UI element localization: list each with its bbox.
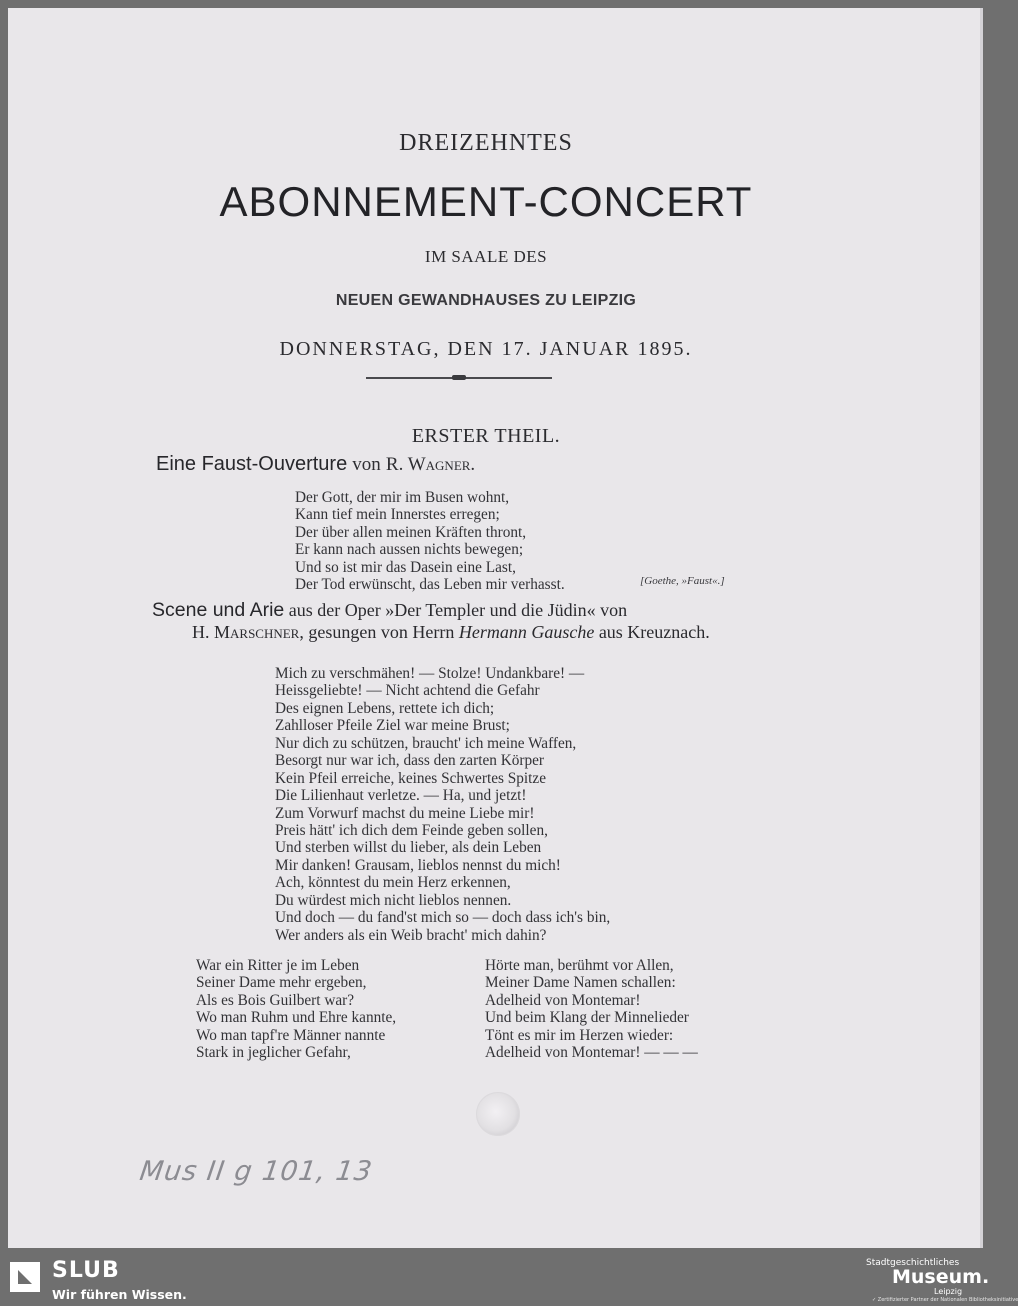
concert-title: ABONNEMENT-CONCERT bbox=[219, 178, 753, 225]
library-name[interactable]: SLUB bbox=[52, 1258, 120, 1283]
verse-line: Nur dich zu schützen, braucht' ich meine Waffen, bbox=[275, 734, 577, 752]
verse-line: Hörte man, berühmt vor Allen, bbox=[485, 957, 674, 974]
verse-line: Und doch — du fand'st mich so — doch dass ich's bin, bbox=[275, 909, 611, 927]
library-stamp bbox=[476, 1092, 520, 1136]
part-heading: ERSTER THEIL. bbox=[411, 425, 561, 447]
museum-name[interactable]: Museum. bbox=[892, 1266, 990, 1288]
piece2-title: Scene und Arie bbox=[152, 599, 285, 621]
venue-prefix: IM SAALE DES bbox=[424, 247, 548, 266]
piece2-composer: H. Marschner, bbox=[192, 622, 304, 642]
concert-ordinal: DREIZEHNTES bbox=[399, 130, 573, 156]
verse-line: Wer anders als ein Weib bracht' mich dahin? bbox=[275, 926, 547, 944]
library-tagline: Wir führen Wissen. bbox=[52, 1287, 187, 1302]
verse-line: Und sterben willst du lieber, als dein Leben bbox=[275, 839, 542, 857]
verse-line: Er kann nach aussen nichts bewegen; bbox=[295, 541, 524, 559]
verse-line: Heissgeliebte! — Nicht achtend die Gefahr bbox=[275, 682, 540, 700]
divider-ornament bbox=[452, 375, 466, 380]
museum-partner-note: ✓ Zertifizierter Partner der Nationalen Bibliotheksinitiative bbox=[872, 1297, 1018, 1303]
verse-line: Tönt es mir im Herzen wieder: bbox=[485, 1026, 674, 1044]
concert-date: DONNERSTAG, DEN 17. JANUAR 1895. bbox=[279, 338, 693, 360]
aria-verse-right bbox=[485, 957, 698, 1062]
piece2-singer: Hermann Gausche bbox=[458, 622, 595, 642]
verse-line: Wo man tapf're Männer nannte bbox=[196, 1026, 386, 1044]
handwritten-shelfmark: Mus II g 101, 13 bbox=[137, 1156, 375, 1187]
piece2-opera: aus der Oper »Der Templer und die Jüdin« von bbox=[288, 600, 628, 620]
verse-line: Adelheid von Montemar! bbox=[485, 991, 641, 1009]
verse-line: Mir danken! Grausam, lieblos nennst du mich! bbox=[275, 856, 561, 874]
piece2-origin: aus Kreuznach. bbox=[598, 622, 710, 642]
verse-line: Besorgt nur war ich, dass den zarten Körper bbox=[275, 752, 545, 770]
verse-line: Der Gott, der mir im Busen wohnt, bbox=[295, 489, 510, 506]
faust-verse bbox=[295, 489, 565, 594]
recitative-verse bbox=[275, 665, 610, 944]
piece1-by: von bbox=[352, 454, 381, 475]
museum-city: Leipzig bbox=[934, 1287, 963, 1296]
verse-line: Seiner Dame mehr ergeben, bbox=[196, 974, 367, 992]
aria-verse-left bbox=[196, 957, 396, 1062]
piece1-title: Eine Faust-Ouverture bbox=[156, 453, 348, 475]
verse-line: Adelheid von Montemar! — — — bbox=[485, 1044, 698, 1062]
verse-line: Kein Pfeil erreiche, keines Schwertes Spitze bbox=[275, 769, 546, 787]
verse-line: Die Lilienhaut verletze. — Ha, und jetzt! bbox=[275, 787, 527, 805]
piece1-heading bbox=[156, 453, 475, 476]
piece1-composer: R. Wagner. bbox=[385, 454, 476, 475]
verse-line: Zahlloser Pfeile Ziel war meine Brust; bbox=[275, 717, 510, 735]
verse-line: Der über allen meinen Kräften thront, bbox=[295, 523, 527, 541]
verse-line: Des eignen Lebens, rettete ich dich; bbox=[275, 699, 495, 717]
verse-line: Du würdest mich nicht lieblos nennen. bbox=[275, 891, 512, 909]
verse-line: Wo man Ruhm und Ehre kannte, bbox=[196, 1009, 397, 1027]
piece2-heading-line2 bbox=[192, 622, 710, 643]
verse-line: Kann tief mein Innerstes erregen; bbox=[295, 506, 500, 524]
slub-logo-icon bbox=[10, 1262, 40, 1292]
verse-citation: [Goethe, »Faust«.] bbox=[640, 575, 725, 587]
museum-label: Stadtgeschichtliches bbox=[866, 1258, 960, 1268]
verse-line: Ach, könntest du mein Herz erkennen, bbox=[275, 874, 511, 892]
verse-line: Stark in jeglicher Gefahr, bbox=[196, 1044, 351, 1062]
verse-line: Mich zu verschmähen! — Stolze! Undankbare! — bbox=[275, 665, 585, 682]
verse-line: Zum Vorwurf machst du meine Liebe mir! bbox=[275, 804, 535, 822]
verse-line: Und beim Klang der Minnelieder bbox=[485, 1009, 689, 1027]
verse-line: Und so ist mir das Dasein eine Last, bbox=[295, 558, 516, 576]
verse-line: Der Tod erwünscht, das Leben mir verhasst. bbox=[295, 576, 565, 594]
verse-line: Meiner Dame Namen schallen: bbox=[485, 974, 676, 992]
verse-line: Als es Bois Guilbert war? bbox=[196, 991, 355, 1009]
venue-name: NEUEN GEWANDHAUSES ZU LEIPZIG bbox=[335, 292, 637, 309]
page-edge bbox=[980, 8, 983, 1248]
verse-line: Preis hätt' ich dich dem Feinde geben sollen, bbox=[275, 821, 548, 839]
verse-line: War ein Ritter je im Leben bbox=[196, 957, 360, 974]
piece2-sung-by: gesungen von Herrn bbox=[308, 622, 455, 642]
piece2-heading-line1 bbox=[152, 599, 627, 622]
